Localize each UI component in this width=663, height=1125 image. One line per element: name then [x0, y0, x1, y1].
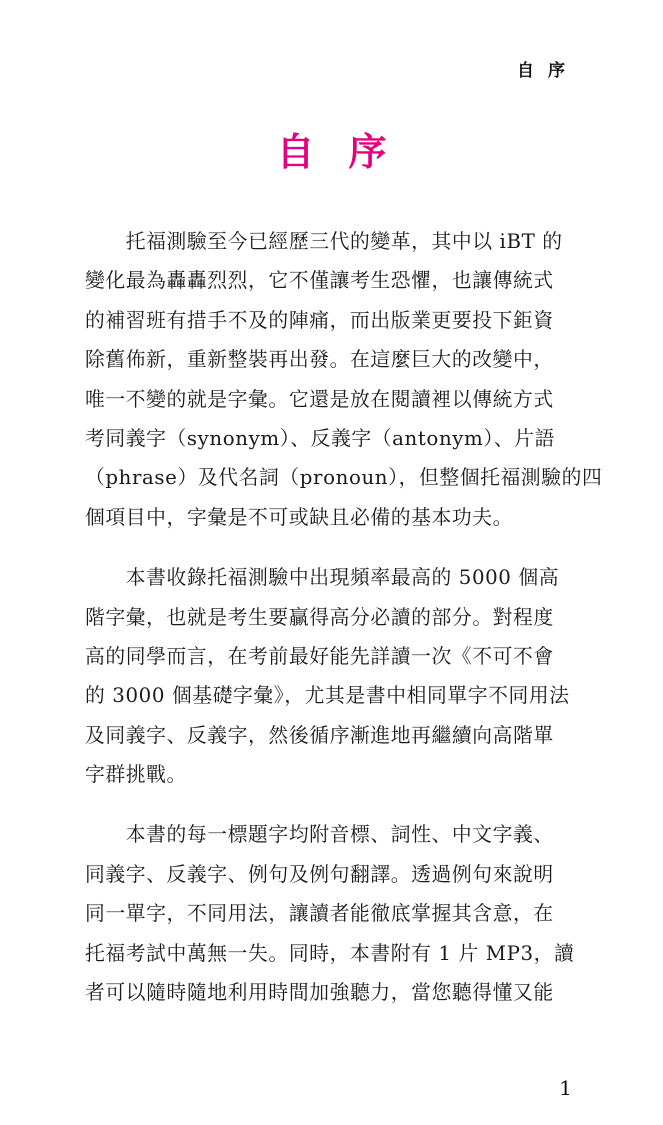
text-line: （phrase）及代名詞（pronoun），但整個托福測驗的四	[85, 466, 603, 490]
text-line: 同義字、反義字、例句及例句翻譯。透過例句來說明	[85, 862, 554, 886]
text-line: 高的同學而言，在考前最好能先詳讀一次《不可不會	[85, 644, 554, 668]
running-header: 自序	[517, 61, 579, 81]
text-line: 唯一不變的就是字彙。它還是放在閱讀裡以傳統方式	[85, 387, 554, 411]
text-line: 變化最為轟轟烈烈，它不僅讓考生恐懼，也讓傳統式	[85, 269, 554, 293]
text-line: 個項目中，字彙是不可或缺且必備的基本功夫。	[85, 505, 514, 529]
text-line: 的 3000 個基礎字彙》，尤其是書中相同單字不同用法	[85, 684, 570, 708]
page-number: 1	[559, 1076, 572, 1100]
text-line: 字群挑戰。	[85, 763, 187, 787]
text-line: 考同義字（synonym）、反義字（antonym）、片語	[85, 426, 556, 450]
page-title: 自序	[276, 129, 421, 174]
text-line: 除舊佈新，重新整裝再出發。在這麼巨大的改變中，	[85, 348, 554, 372]
text-line: 階字彙，也就是考生要贏得高分必讀的部分。對程度	[85, 605, 554, 629]
text-line: 及同義字、反義字，然後循序漸進地再繼續向高階單	[85, 723, 554, 747]
paragraph-3	[85, 815, 578, 1012]
text-line: 托福測驗至今已經歷三代的變革，其中以 iBT 的	[85, 230, 563, 253]
text-line: 本書的每一標題字均附音標、詞性、中文字義、	[85, 823, 554, 847]
text-line: 托福考試中萬無一失。同時，本書附有 1 片 MP3，讀	[85, 941, 575, 965]
paragraph-2	[85, 558, 578, 794]
text-line: 同一單字，不同用法，讓讀者能徹底掌握其含意，在	[85, 902, 554, 926]
preface-body	[85, 222, 603, 1033]
text-line: 的補習班有措手不及的陣痛，而出版業更要投下鉅資	[85, 308, 554, 332]
paragraph-1	[85, 222, 603, 537]
text-line: 者可以隨時隨地利用時間加強聽力，當您聽得懂又能	[85, 981, 554, 1005]
text-line: 本書收錄托福測驗中出現頻率最高的 5000 個高	[85, 566, 560, 590]
